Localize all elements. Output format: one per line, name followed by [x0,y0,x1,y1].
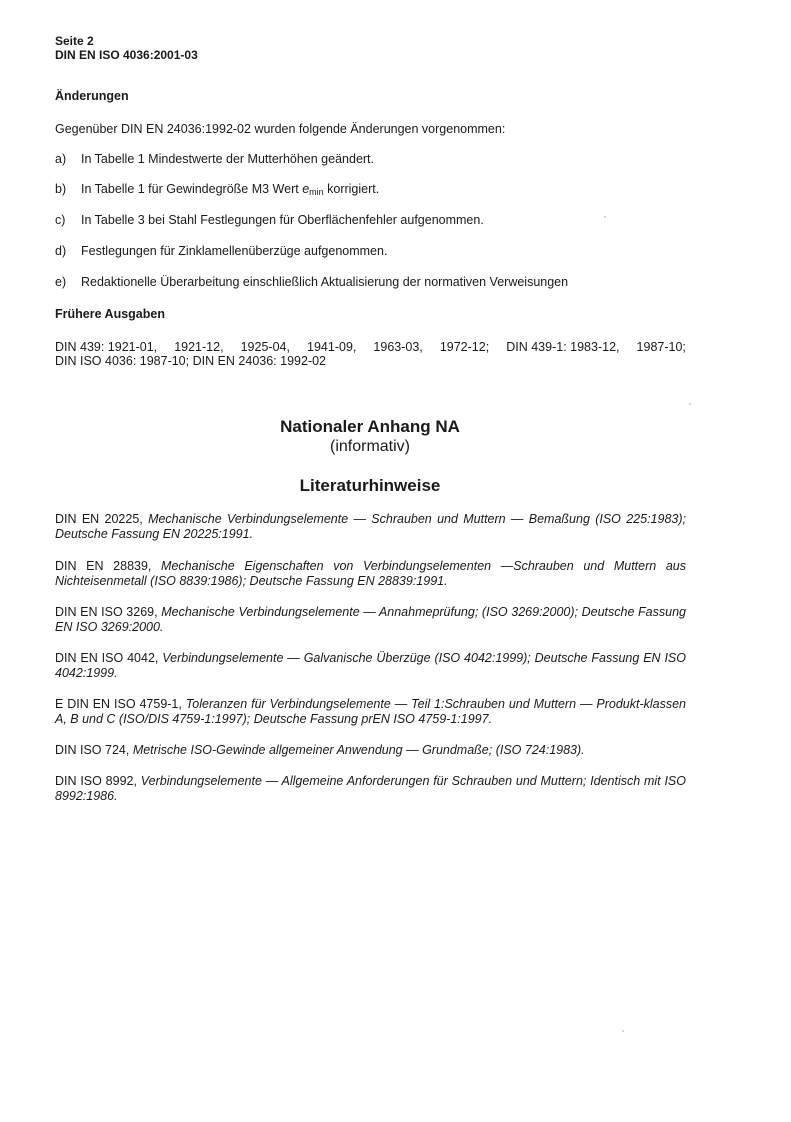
edition-entry: 1963-03, [373,340,423,354]
previous-editions-heading: Frühere Ausgaben [55,307,165,321]
reference-number: DIN ISO 724, [55,743,133,757]
scan-speck [604,216,606,218]
edition-entry: 1987-10; [636,340,686,354]
reference-entry [55,559,686,589]
reference-title: Mechanische Verbindungselemente — Schrauben und Muttern — Bemaßung (ISO 225:1983); Deutsche Fassung EN 20225:1991. [55,512,686,541]
change-letter: d) [55,244,67,258]
edition-entry: 1941-09, [307,340,357,354]
scan-speck [622,1030,624,1032]
change-text: In Tabelle 1 Mindestwerte der Mutterhöhen geändert. [81,152,375,166]
reference-title: Mechanische Eigenschaften von Verbindungselementen —Schrauben und Muttern aus Nichteisenmetall (ISO 8839:1986); Deutsche Fassung EN 28839:1991. [55,559,686,588]
reference-number: DIN EN ISO 4042, [55,651,163,665]
annex-title: Nationaler Anhang NA [280,417,460,436]
changes-intro: Gegenüber DIN EN 24036:1992-02 wurden folgende Änderungen vorgenommen: [55,122,506,136]
reference-number: E DIN EN ISO 4759-1, [55,697,186,711]
edition-entry: DIN 439-1: 1983-12, [506,340,620,354]
change-letter: a) [55,152,67,166]
change-text: Festlegungen für Zinklamellenüberzüge aufgenommen. [81,244,388,258]
page-label: Seite 2 [55,34,94,48]
change-letter: c) [55,213,66,227]
previous-editions-line-1 [55,340,686,354]
variable-e: e [302,182,310,196]
annex-subtitle: (informativ) [329,438,410,455]
change-item-d [55,244,695,259]
reference-entry [55,651,686,681]
reference-number: DIN EN 28839, [55,559,162,573]
reference-title: Toleranzen für Verbindungselemente — Teil 1:Schrauben und Muttern — Produkt-klassen A, B und C (ISO/DIS 4759-1:1997); Deutsche Fassung prEN ISO 4759-1:1997. [55,697,686,726]
change-text: In Tabelle 1 für Gewindegröße M3 Wert [81,182,303,196]
reference-entry [55,512,686,542]
edition-entry: DIN 439: 1921-01, [55,340,158,354]
reference-entry [55,697,686,727]
previous-editions-line-2: DIN ISO 4036: 1987-10; DIN EN 24036: 1992-02 [55,354,326,368]
change-item-b [55,182,695,200]
reference-title: Mechanische Verbindungselemente — Annahmeprüfung; (ISO 3269:2000); Deutsche Fassung EN ISO 3269:2000. [55,605,686,634]
bibliography-title: Literaturhinweise [299,476,441,495]
previous-editions-text [55,340,686,368]
reference-title: Verbindungselemente — Allgemeine Anforderungen für Schrauben und Muttern; Identisch mit ISO 8992:1986. [55,774,686,803]
reference-number: DIN EN 20225, [55,512,149,526]
edition-entry: 1921-12, [174,340,224,354]
change-item-e [55,275,695,290]
changes-heading: Änderungen [55,89,129,103]
variable-subscript: min [309,187,324,197]
edition-entry: 1925-04, [240,340,290,354]
change-letter: e) [55,275,67,289]
change-text-after: korrigiert. [323,182,380,196]
change-text: In Tabelle 3 bei Stahl Festlegungen für Oberflächenfehler aufgenommen. [81,213,484,227]
reference-entry [55,774,686,804]
change-item-a [55,152,695,167]
reference-entry [55,605,686,635]
reference-number: DIN EN ISO 3269, [55,605,162,619]
reference-number: DIN ISO 8992, [55,774,141,788]
edition-entry: 1972-12; [439,340,490,354]
document-id: DIN EN ISO 4036:2001-03 [55,48,198,62]
reference-entry [55,743,686,758]
scan-speck [689,403,691,405]
change-text: Redaktionelle Überarbeitung einschließlich Aktualisierung der normativen Verweisungen [81,275,569,289]
change-letter: b) [55,182,67,196]
reference-title: Metrische ISO-Gewinde allgemeiner Anwendung — Grundmaße; (ISO 724:1983). [132,743,585,757]
reference-title: Verbindungselemente — Galvanische Überzüge (ISO 4042:1999); Deutsche Fassung EN ISO 4042:1999. [55,651,686,680]
change-item-c [55,213,695,228]
